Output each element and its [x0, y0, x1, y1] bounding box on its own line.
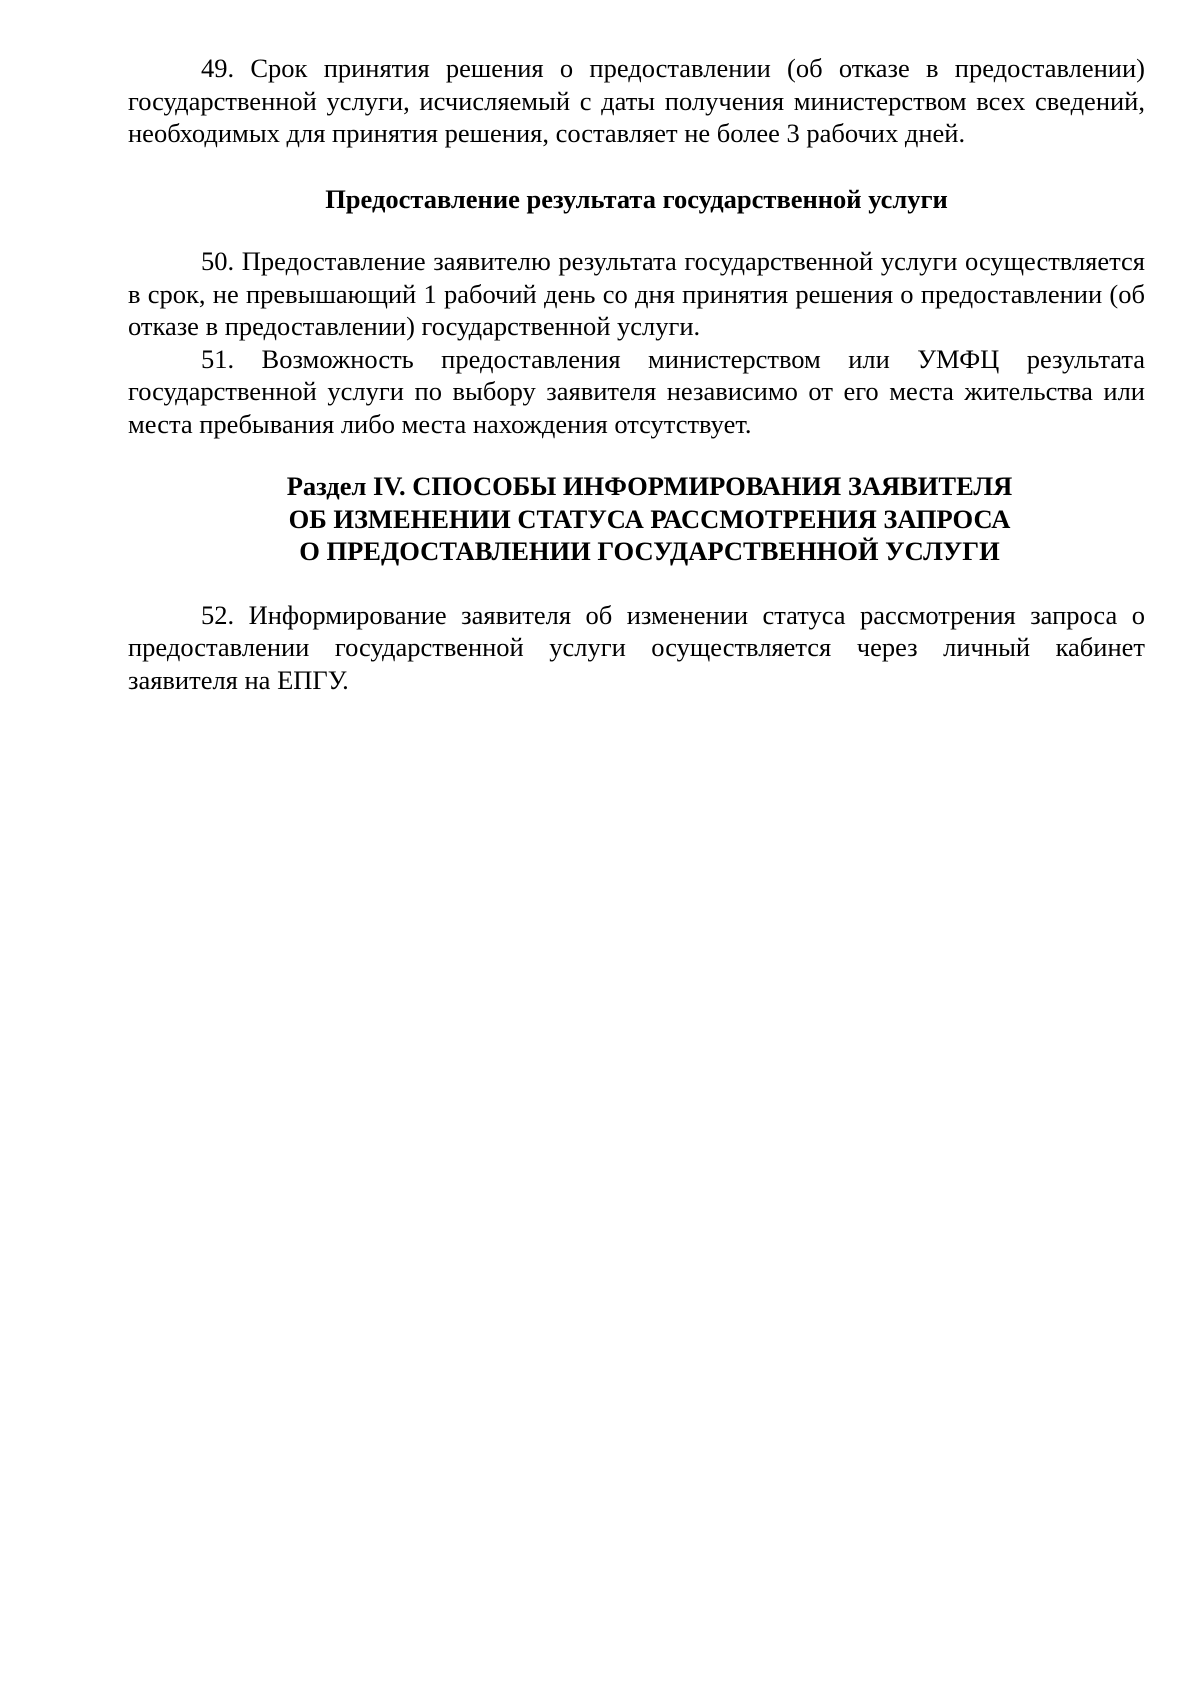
section-heading-line-2: ОБ ИЗМЕНЕНИИ СТАТУСА РАССМОТРЕНИЯ ЗАПРОСА — [288, 503, 1011, 534]
paragraph-51: 51. Возможность предоставления министерством или УМФЦ результата государственной услуги по выбору заявителя независимо от его места жительства или места пребывания либо места нахождения отсутствует. — [128, 343, 1145, 439]
subheading-result-provision: Предоставление результата государственной услуги — [325, 183, 948, 214]
paragraph-49: 49. Срок принятия решения о предоставлении (об отказе в предоставлении) государственной услуги, исчисляемый с даты получения министерством всех сведений, необходимых для принятия решения, составляет не более 3 рабочих дней. — [128, 53, 1145, 148]
paragraph-52: 52. Информирование заявителя об изменении статуса рассмотрения запроса о предоставлении государственной услуги осуществляется через личный кабинет заявителя на ЕПГУ. — [128, 599, 1145, 695]
section-heading-line-1: Раздел IV. СПОСОБЫ ИНФОРМИРОВАНИЯ ЗАЯВИТЕЛЯ — [286, 471, 1013, 501]
section-heading-line-3: О ПРЕДОСТАВЛЕНИИ ГОСУДАРСТВЕННОЙ УСЛУГИ — [299, 536, 1000, 566]
section-heading-iv — [128, 470, 1145, 568]
document-page — [128, 52, 1145, 696]
paragraph-50: 50. Предоставление заявителю результата государственной услуги осуществляется в срок, не превышающий 1 рабочий день со дня принятия решения о предоставлении (об отказе в предоставлении) государственной услуги. — [128, 246, 1145, 341]
